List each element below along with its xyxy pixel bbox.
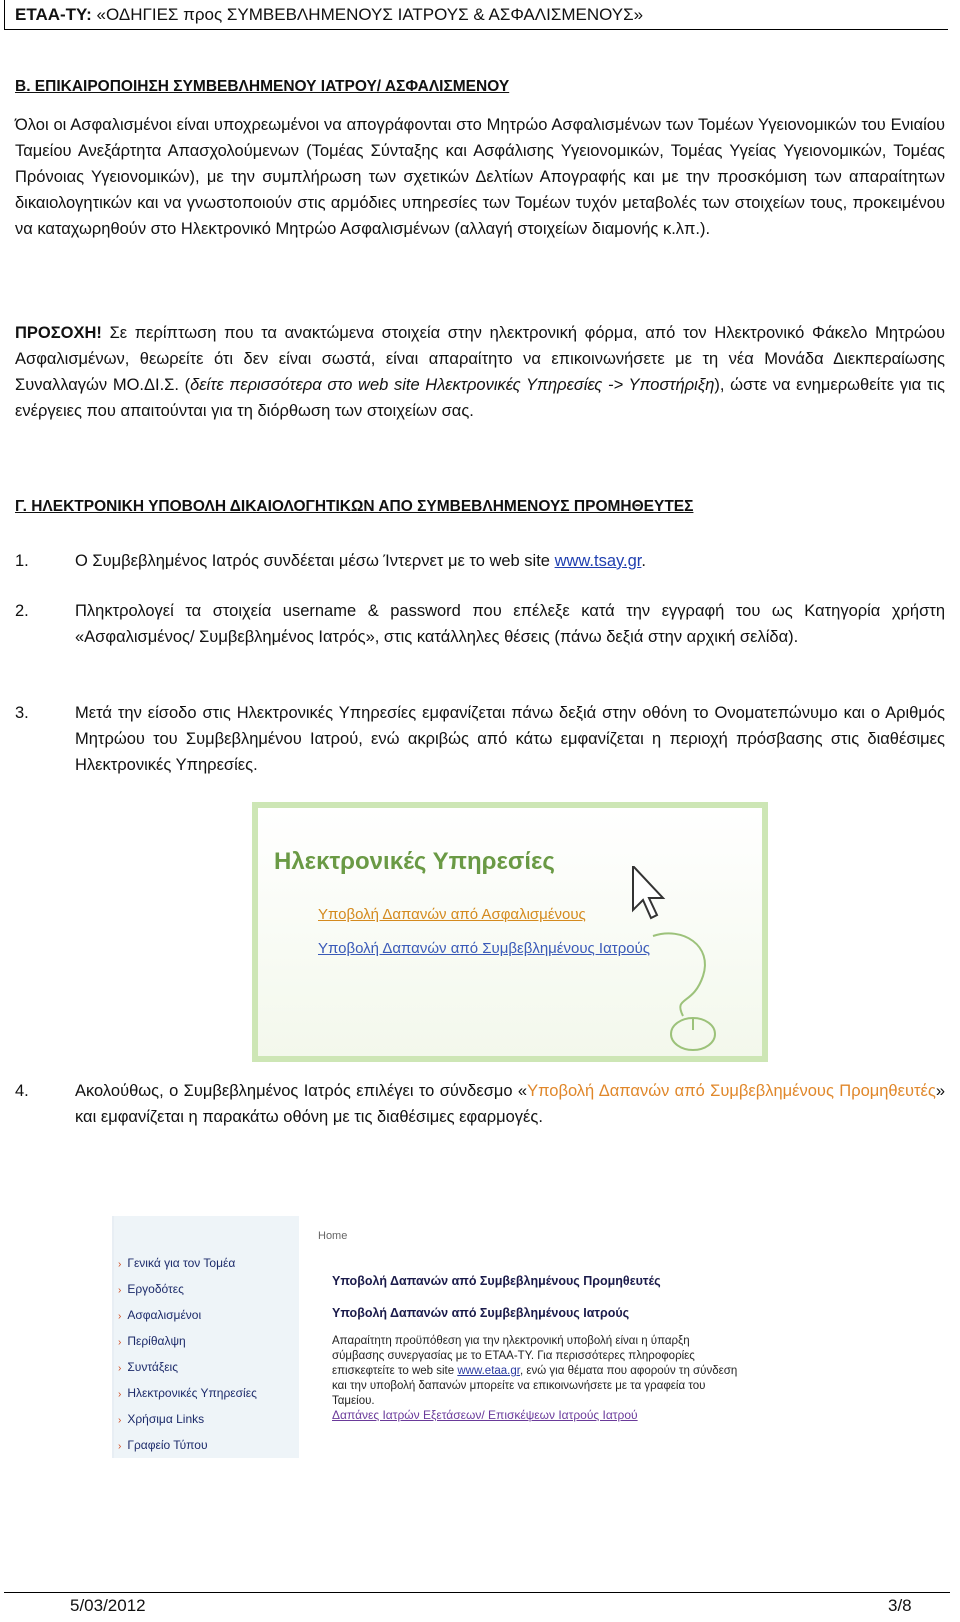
header-title: «ΟΔΗΓΙΕΣ προς ΣΥΜΒΕΒΛΗΜΕΝΟΥΣ ΙΑΤΡΟΥΣ & ΑΣΦΑΛΙΣΜΕΝΟΥΣ» [96,5,644,24]
nav-item-employers[interactable] [118,1282,184,1296]
list-item-2-text: Πληκτρολογεί τα στοιχεία username & password που επέλεξε κατά την εγγραφή του ως Κατηγορία χρήστη «Ασφαλισμένος/ Συμβεβλημένος Ιατρός», στις κατάλληλες θέσεις (πάνω δεξιά στην αρχική σελίδα). [75,602,945,646]
attention-label: ΠΡΟΣΟΧΗ! [15,324,102,342]
submit-expenses-doctors-link[interactable]: Υποβολή Δαπανών από Συμβεβλημένους Ιατρούς [318,940,651,957]
list-item-4-text-b: » και εμφανίζεται η παρακάτω οθόνη με τις διαθέσιμες εφαρμογές. [75,1082,946,1126]
electronic-services-title: Ηλεκτρονικές Υπηρεσίες [274,848,555,875]
list-item-1-number: 1. [15,552,29,570]
list-item-3-number: 3. [15,704,29,722]
nav-item-label: Εργοδότες [127,1282,184,1296]
suppliers-info-text-a: Απαραίτητη προϋπόθεση για την ηλεκτρονική υποβολή είναι η ύπαρξη σύμβασης συνεργασίας με το ΕΤΑΑ-ΤΥ. Για περισσότερες πληροφορίες επισκεφτείτε το web site [332,1335,695,1377]
etaa-link[interactable]: www.etaa.gr [457,1365,520,1377]
doctors-heading[interactable]: Υποβολή Δαπανών από Συμβεβλημένους Ιατρούς [332,1306,630,1320]
section-g-title: Γ. ΗΛΕΚΤΡΟΝΙΚΗ ΥΠΟΒΟΛΗ ΔΙΚΑΙΟΛΟΓΗΤΙΚΩΝ ΑΠΟ ΣΥΜΒΕΒΛΗΜΕΝΟΥΣ ΠΡΟΜΗΘΕΥΤΕΣ [15,498,694,515]
attention-text: Σε περίπτωση που τα ανακτώμενα στοιχεία στην ηλεκτρονική φόρμα, από τον Ηλεκτρονικό Φάκελο Μητρώου Ασφαλισμένων, θεωρείτε ότι δεν είναι σωστά, είναι απαραίτητο να επικοινωνήσετε με τη νέα Μονάδα Διεκπεραίωσης Συναλλαγών ΜΟ.ΔΙ.Σ. ( [15,324,945,394]
nav-item-label: Γραφείο Τύπου [127,1438,208,1452]
chevron-right-icon: › [118,1441,122,1452]
attention-italic: δείτε περισσότερα στο web site Ηλεκτρονικές Υπηρεσίες -> Υποστήριξη [190,376,715,394]
chevron-right-icon: › [118,1415,122,1426]
nav-item-label: Χρήσιμα Links [127,1412,205,1426]
suppliers-info-paragraph [332,1334,742,1409]
submit-expenses-suppliers-link[interactable]: Υποβολή Δαπανών από Συμβεβλημένους Προμηθευτές [527,1082,936,1100]
mouse-cursor-icon [613,866,753,1056]
list-item-1-text: Ο Συμβεβλημένος Ιατρός συνδέεται μέσω Ίντερνετ με το web site [75,552,555,570]
header-prefix: ΕΤΑΑ-ΤΥ: [15,5,97,24]
nav-item-e-services[interactable] [118,1386,257,1400]
nav-item-care[interactable] [118,1334,186,1348]
footer-date: 5/03/2012 [70,1596,146,1615]
chevron-right-icon: › [118,1285,122,1296]
chevron-right-icon: › [118,1259,122,1270]
section-b-paragraph: Όλοι οι Ασφαλισμένοι είναι υποχρεωμένοι να απογράφονται στο Μητρώο Ασφαλισμένων των Τομέων Υγειονομικών του Ενιαίου Ταμείου Ανεξάρτητα Απασχολούμενων (Τομέας Σύνταξης και Ασφάλισης Υγειονομικών, Τομέας Υγείας Υγειονομικών, Τομέας Πρόνοιας Υγειονομικών), με την συμπλήρωση των σχετικών Δελτίων Απογραφής και με την προσκόμιση των απαραίτητων δικαιολογητικών και να γνωστοποιούν στις αρμόδιες υπηρεσίες των Τομέων τυχόν μεταβολές των στοιχείων τους, προκειμένου να καταχωρηθούν στο Ηλεκτρονικό Μητρώο Ασφαλισμένων (αλλαγή στοιχείων διαμονής κ.λπ.). [15,116,945,238]
list-item-4-text-a: Ακολούθως, ο Συμβεβλημένος Ιατρός επιλέγει το σύνδεσμο « [75,1082,528,1100]
list-item-2-number: 2. [15,602,29,620]
list-item-1-end: . [641,552,646,570]
footer-divider [4,1592,950,1593]
doctor-expenses-link[interactable]: Δαπάνες Ιατρών Εξετάσεων/ Επισκέψεων Ιατρούς Ιατρού [332,1408,638,1422]
section-b-title: Β. ΕΠΙΚΑΙΡΟΠΟΙΗΣΗ ΣΥΜΒΕΒΛΗΜΕΝΟΥ ΙΑΤΡΟΥ/ ΑΣΦΑΛΙΣΜΕΝΟΥ [15,78,510,95]
screenshot-sidebar-nav [114,1216,299,1458]
chevron-right-icon: › [118,1363,122,1374]
suppliers-heading: Υποβολή Δαπανών από Συμβεβλημένους Προμηθευτές [332,1274,661,1288]
screenshot-electronic-services-panel [258,808,762,1056]
nav-item-pensions[interactable] [118,1360,178,1374]
screenshot-suppliers-page [112,1216,762,1458]
footer-page-number: 3/8 [888,1596,912,1615]
list-item-3-text: Μετά την είσοδο στις Ηλεκτρονικές Υπηρεσίες εμφανίζεται πάνω δεξιά στην οθόνη το Ονοματεπώνυμο και ο Αριθμός Μητρώου του Συμβεβλημένου Ιατρού, ενώ ακριβώς από κάτω εμφανίζεται η περιοχή πρόσβασης στις διαθέσιμες Ηλεκτρονικές Υπηρεσίες. [75,704,945,774]
chevron-right-icon: › [118,1389,122,1400]
chevron-right-icon: › [118,1311,122,1322]
nav-item-general[interactable] [118,1256,235,1270]
breadcrumb-home[interactable]: Home [318,1230,348,1242]
page-header [4,0,948,30]
list-item-4-text-wrap [75,1078,945,1130]
nav-item-label: Ασφαλισμένοι [127,1308,202,1322]
list-item-1-text-wrap [75,548,945,574]
submit-expenses-insured-link[interactable]: Υποβολή Δαπανών από Ασφαλισμένους [318,906,586,923]
nav-item-label: Συντάξεις [127,1360,179,1374]
nav-item-insured[interactable] [118,1308,201,1322]
nav-item-label: Ηλεκτρονικές Υπηρεσίες [127,1386,257,1400]
tsay-link[interactable]: www.tsay.gr [554,552,642,570]
attention-tail: ), ώστε να ενημερωθείτε για τις ενέργειες που απαιτούνται για τη διόρθωση των στοιχείων σας. [15,376,946,420]
nav-item-label: Γενικά για τον Τομέα [127,1256,236,1270]
screenshot-electronic-services [252,802,768,1062]
list-item-4-number: 4. [15,1082,29,1100]
nav-item-label: Περίθαλψη [127,1334,186,1348]
nav-item-links[interactable] [118,1412,204,1426]
attention-paragraph [15,320,945,424]
chevron-right-icon: › [118,1337,122,1348]
suppliers-info-text-b: , ενώ για θέματα που αφορούν τη σύνδεση και την υποβολή δαπανών μπορείτε να επικοινωνήσετε με τα γραφεία του Ταμείου. [332,1365,738,1407]
nav-item-press[interactable] [118,1438,208,1452]
